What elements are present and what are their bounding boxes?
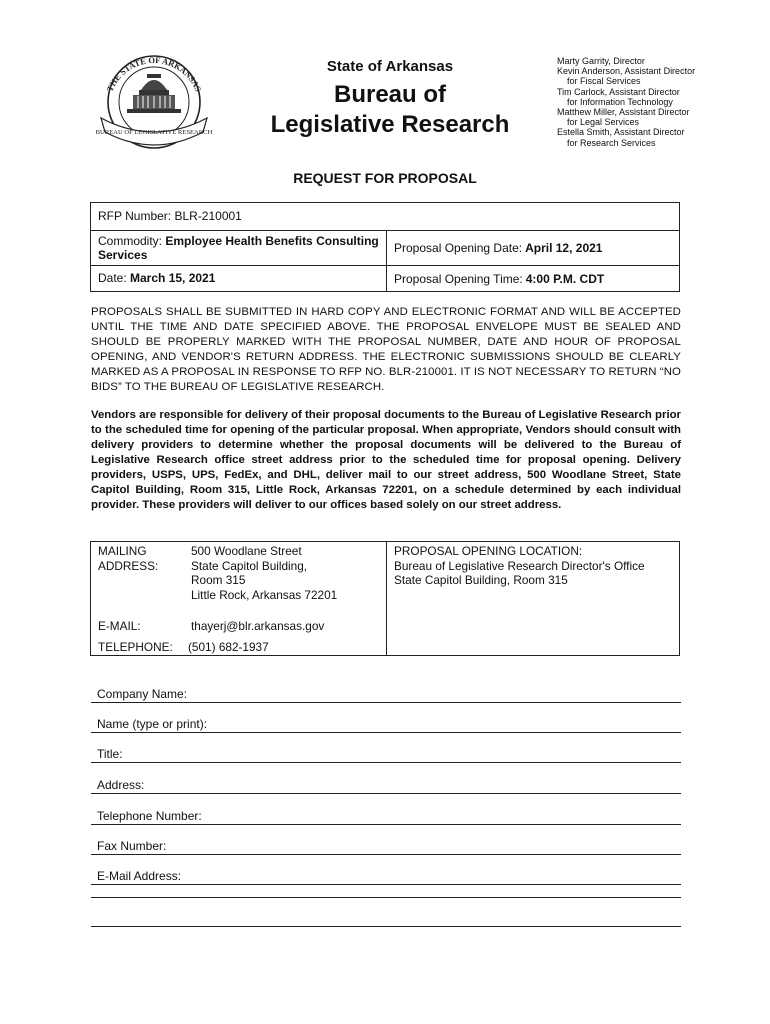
staff-role: for Legal Services — [567, 117, 640, 128]
name-label: Name (type or print): — [97, 717, 208, 731]
rfp-number-label: RFP Number: — [98, 209, 175, 223]
staff-name: Estella Smith, Assistant Director — [557, 127, 685, 138]
opening-time-label: Proposal Opening Time: — [394, 271, 523, 286]
blank-line[interactable] — [91, 897, 681, 898]
commodity — [91, 231, 387, 265]
address-line: Little Rock, Arkansas 72201 — [191, 587, 338, 602]
name-field[interactable] — [91, 714, 681, 733]
telephone-label: TELEPHONE: — [98, 640, 173, 654]
blank-line[interactable] — [91, 926, 681, 927]
document-heading: REQUEST FOR PROPOSAL — [293, 170, 477, 186]
address-line: Room 315 — [191, 573, 246, 587]
opening-date-value: April 12, 2021 — [525, 241, 603, 255]
opening-date-label: Proposal Opening Date: — [394, 241, 523, 255]
agency-title-line-2: Legislative Research — [270, 111, 510, 138]
opening-time-value: 4:00 P.M. CDT — [525, 271, 605, 286]
mailing-label — [98, 544, 158, 573]
rfp-number — [91, 203, 679, 230]
opening-location-line: State Capitol Building, Room 315 — [394, 573, 568, 587]
proposal-opening-date — [387, 231, 679, 265]
staff-role: for Fiscal Services — [567, 76, 641, 87]
contact-info-box — [90, 541, 680, 656]
address-label: Address: — [97, 778, 145, 792]
title-field[interactable] — [91, 744, 681, 763]
date-value: March 15, 2021 — [130, 271, 216, 285]
telephone-field[interactable] — [91, 806, 681, 825]
email-field[interactable] — [91, 866, 681, 885]
state-seal-logo — [95, 50, 213, 154]
staff-name: Tim Carlock, Assistant Director — [557, 86, 680, 97]
email-field-label: E-Mail Address: — [97, 869, 182, 883]
staff-list — [557, 56, 737, 148]
staff-role: for Information Technology — [567, 96, 673, 107]
agency-title — [250, 80, 530, 140]
email-label: E-MAIL: — [98, 619, 141, 633]
mailing-address — [191, 544, 337, 602]
opening-location-line: Bureau of Legislative Research Director's Office — [394, 558, 645, 573]
staff-name: Kevin Anderson, Assistant Director — [557, 66, 696, 77]
commodity-label: Commodity: — [98, 234, 166, 248]
company-name-field[interactable] — [91, 684, 681, 703]
mailing-label-line-1: MAILING — [98, 544, 147, 558]
rfp-info-table — [90, 202, 680, 292]
mailing-label-line-2: ADDRESS: — [98, 558, 159, 573]
commodity-value: Employee Health Benefits Consulting Services — [98, 234, 379, 262]
company-name-label: Company Name: — [97, 687, 188, 701]
opening-location — [394, 544, 679, 588]
fax-field[interactable] — [91, 836, 681, 855]
title-label: Title: — [97, 747, 123, 761]
staff-role: for Research Services — [567, 137, 656, 148]
address-line: 500 Woodlane Street — [191, 544, 302, 558]
opening-location-title: PROPOSAL OPENING LOCATION: — [394, 544, 583, 558]
proposal-opening-time — [387, 266, 679, 291]
seal-banner-text: BUREAU OF LEGISLATIVE RESEARCH — [95, 129, 213, 136]
state-name: State of Arkansas — [326, 58, 454, 75]
email-address: thayerj@blr.arkansas.gov — [191, 619, 325, 633]
fax-label: Fax Number: — [97, 839, 167, 853]
staff-name: Marty Garrity, Director — [557, 56, 645, 66]
mailing-info — [91, 542, 387, 655]
staff-name: Matthew Miller, Assistant Director — [557, 107, 690, 118]
rfp-number-value: BLR-210001 — [174, 209, 242, 223]
telephone-number: (501) 682-1937 — [188, 640, 269, 654]
address-field[interactable] — [91, 775, 681, 794]
date-label: Date: — [98, 271, 131, 285]
issue-date — [91, 266, 387, 291]
vendor-responsibility-paragraph: Vendors are responsible for delivery of their proposal documents to the Bureau of Legislative Research prior to the scheduled time for opening of the particular proposal. When appropriate, Vendors should consult with delivery providers to determine whether the proposal documents will be delivered to the Bureau of Legislative Research office street address prior to the scheduled time for proposal opening. Delivery providers, USPS, UPS, FedEx, and DHL, deliver mail to our street address, 500 Woodlane Street, State Capitol Building, Room 315, Little Rock, Arkansas 72201, on a schedule determined by each individual provider. These providers will deliver to our offices based solely on our street address. — [91, 409, 681, 511]
agency-title-line-1: Bureau of — [333, 81, 446, 108]
svg-text:THE STATE OF ARKANSAS: THE STATE OF ARKANSAS — [104, 54, 204, 93]
address-line: State Capitol Building, — [191, 558, 308, 573]
telephone-field-label: Telephone Number: — [97, 809, 202, 823]
submission-notice: PROPOSALS SHALL BE SUBMITTED IN HARD COPY AND ELECTRONIC FORMAT AND WILL BE ACCEPTED UNTIL THE TIME AND DATE SPECIFIED ABOVE. THE PROPOSAL ENVELOPE MUST BE SEALED AND SHOULD BE PROPERLY MARKED WITH THE PROPOSAL NUMBER, DATE AND HOUR OF PROPOSAL OPENING, AND VENDOR'S RETURN ADDRESS. THE ELECTRONIC SUBMISSIONS SHOULD BE CLEARLY MARKED AS A PROPOSAL IN RESPONSE TO RFP NO. BLR-210001. IT IS NOT NECESSARY TO RETURN “NO BIDS” TO THE BUREAU OF LEGISLATIVE RESEARCH. — [91, 306, 681, 393]
